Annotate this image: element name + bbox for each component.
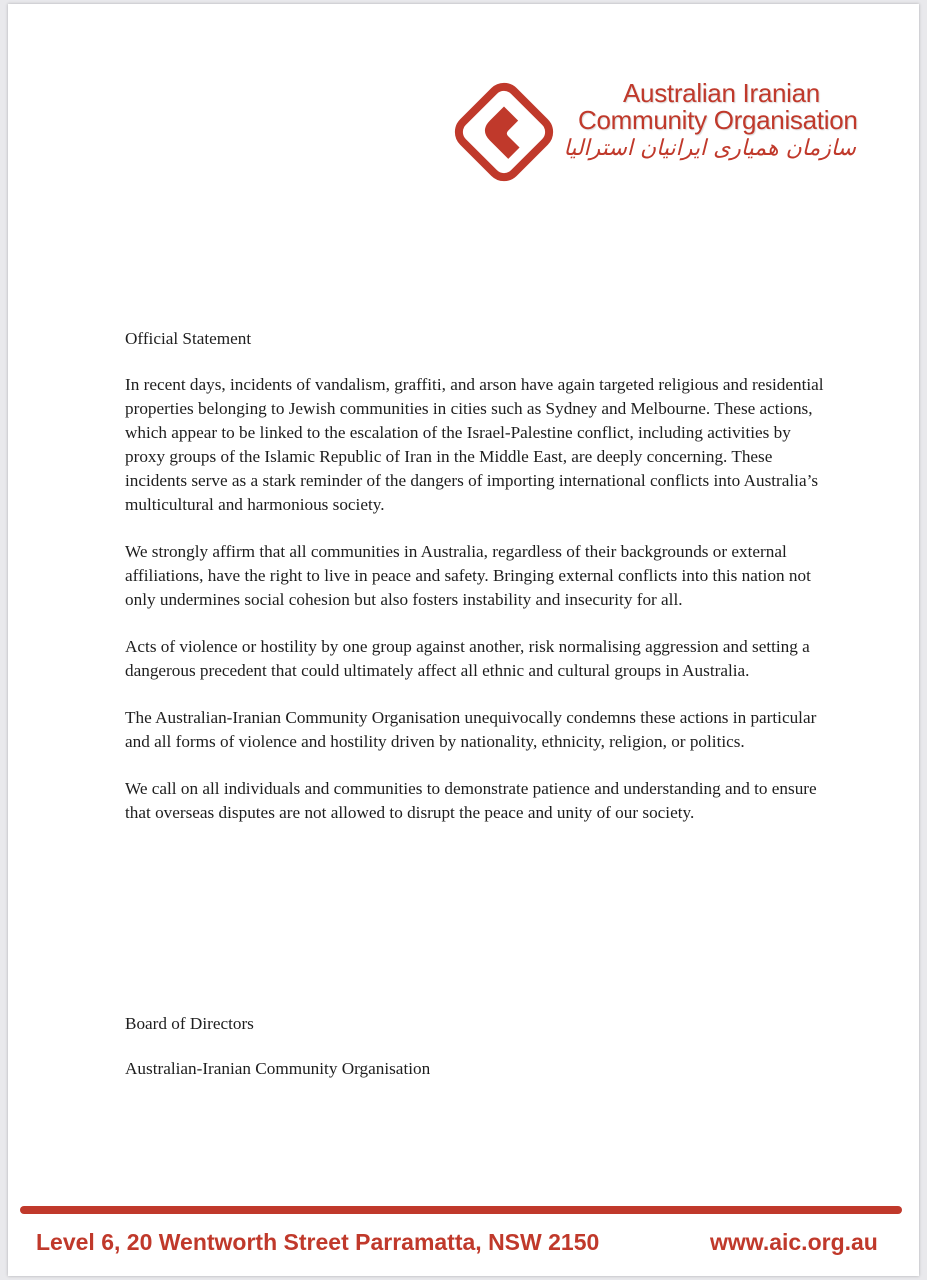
signature-title: Board of Directors xyxy=(125,1014,254,1033)
footer-website-link[interactable]: www.aic.org.au xyxy=(710,1229,878,1255)
letter-body xyxy=(125,327,825,848)
signature-block xyxy=(125,1012,430,1102)
letter-paragraph-4: The Australian-Iranian Community Organisation unequivocally condemns these actions in particular and all forms of violence and hostility driven by nationality, ethnicity, religion, or politics. xyxy=(125,708,817,751)
brand-name-line1: Australian Iranian xyxy=(623,78,820,108)
signature-organisation: Australian-Iranian Community Organisation xyxy=(125,1059,431,1078)
letter-paragraph-1: In recent days, incidents of vandalism, graffiti, and arson have again targeted religious and residential properties belonging to Jewish communities in cities such as Sydney and Melbourne. These actions, which appear to be linked to the escalation of the Israel-Palestine conflict, including activities by proxy groups of the Islamic Republic of Iran in the Middle East, are deeply concerning. These incidents serve as a stark reminder of the dangers of importing international conflicts into Australia’s multicultural and harmonious society. xyxy=(125,375,824,514)
footer-address: Level 6, 20 Wentworth Street Parramatta, NSW 2150 xyxy=(36,1229,600,1255)
letter-paragraph-3: Acts of violence or hostility by one group against another, risk normalising aggression and setting a dangerous precedent that could ultimately affect all ethnic and cultural groups in Australia. xyxy=(125,637,810,680)
letter-paragraph-5: We call on all individuals and communities to demonstrate patience and understanding and to ensure that overseas disputes are not allowed to disrupt the peace and unity of our society. xyxy=(125,779,817,822)
brand-name-line2: Community Organisation xyxy=(578,105,858,135)
organisation-logo-icon xyxy=(448,82,560,182)
letter-heading: Official Statement xyxy=(125,329,252,348)
footer-divider xyxy=(20,1206,902,1214)
letter-page xyxy=(8,4,919,1276)
letter-paragraph-2: We strongly affirm that all communities in Australia, regardless of their backgrounds or external affiliations, have the right to live in peace and safety. Bringing external conflicts into this nation not only undermines social cohesion but also fosters instability and insecurity for all. xyxy=(125,542,811,609)
brand-name-persian: سازمان همیاری ایرانیان استرالیا xyxy=(563,136,856,161)
